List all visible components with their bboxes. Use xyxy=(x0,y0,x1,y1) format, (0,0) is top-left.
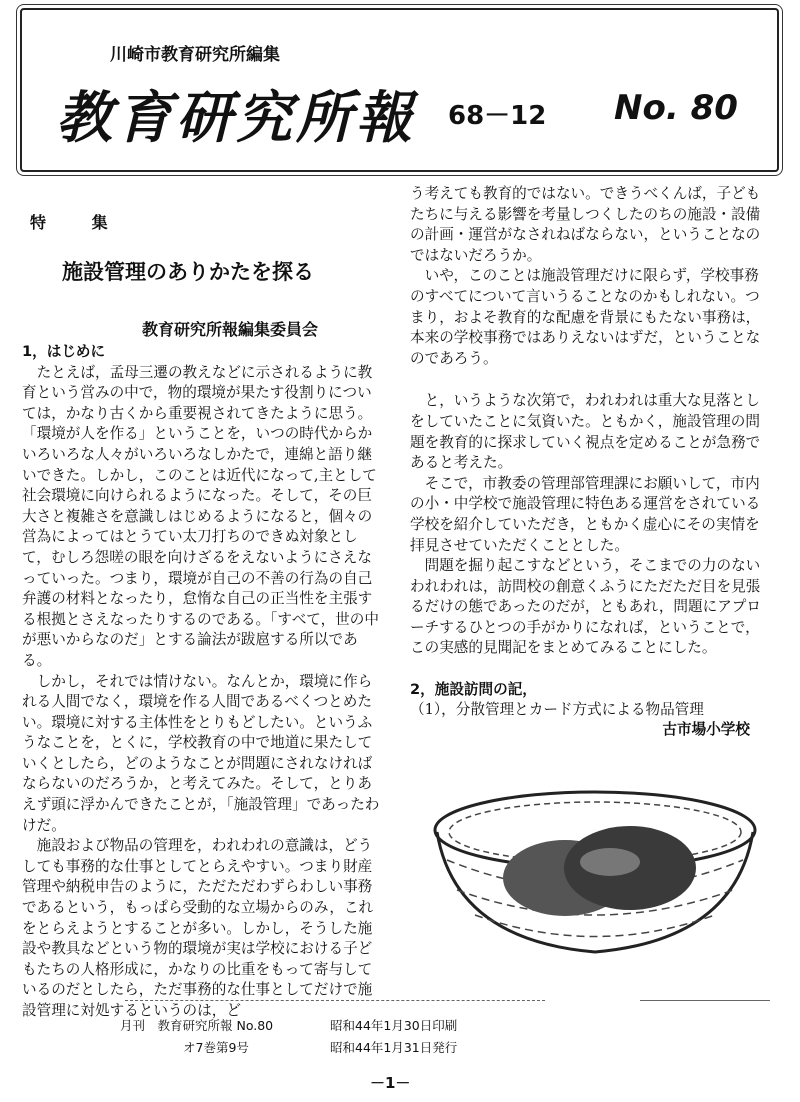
basket-illustration xyxy=(425,770,765,970)
right-paragraph-5: 問題を掘り起こすなどという，そこまでの力のないわれわれは，訪問校の創意くふうにただただ目を見張るだけの態であったのだが，ともあれ，問題にアプローチするひとつの手がかりになれば，ということで，この実感的見聞記をまとめてみることにした。 xyxy=(410,557,761,657)
feature-title: 施設管理のありかたを探る xyxy=(62,260,314,284)
right-paragraph-1: う考えても教育的ではない。できうべくんば，子どもたちに与える影響を考量しつくしたのちの施設・設備の計画・運営がなされねばならない，ということなのではないだろうか。 xyxy=(410,185,761,264)
publication-info xyxy=(120,1015,457,1059)
right-paragraph-2: いや，このことは施設管理だけに限らず，学校事務のすべてについて言いうることなのかもしれない。つまり，およそ教育的な配慮を背景にもたない事務は，本来の学校事務ではありえないはずだ，ということなのであろう。 xyxy=(410,267,761,367)
editor-credit: 川崎市教育研究所編集 xyxy=(110,45,280,65)
right-column-body xyxy=(410,184,772,659)
print-date: 昭和44年1月30日印刷 xyxy=(330,1018,458,1033)
section2-subheading: （1），分散管理とカード方式による物品管理 xyxy=(410,701,704,718)
section1-heading: 1，はじめに xyxy=(22,343,106,360)
newsletter-title: 教育研究所報 xyxy=(56,85,416,151)
right-paragraph-3: と，いうような次第で，われわれは重大な見落としをしていたことに気資いた。ともかく，施設管理の問題を教育的に探求していく視点を定めることが急務であると考えた。 xyxy=(410,392,761,472)
section1-paragraph-2: しかし，それでは情けない。なんとか，環境に作られる人間でなく，環境を作る人間であるべくつとめたい。環境に対する主体性をとりもどしたい。というふうなことを，とくに，学校教育の中で地道に果たしていくとしたら，どのようなことが問題にされなければならないのだろうか，と考えてみた。そして，とりあえず頭に浮かんできたことが，「施設管理」であったわけだ。 xyxy=(22,672,380,834)
publish-date: 昭和44年1月31日発行 xyxy=(330,1040,458,1055)
left-column-body xyxy=(22,342,382,1022)
section2-block xyxy=(410,680,770,740)
volume-number: オ7巻第9号 xyxy=(183,1040,249,1055)
footer-divider-left xyxy=(125,1000,545,1001)
right-paragraph-4: そこで，市教委の管理部管理課にお願いして，市内の小・中学校で施設管理に特色ある運営をされている学校を紹介していただき，ともかく虚心にその実情を拝見させていただくこととした。 xyxy=(410,474,761,554)
section2-heading: 2，施設訪問の記， xyxy=(410,681,537,698)
page-number: －1－ xyxy=(370,1074,411,1092)
school-name: 古市場小学校 xyxy=(662,721,750,738)
kicker-char-2: 集 xyxy=(91,213,108,232)
publication-name: 月刊 教育研究所報 No.80 xyxy=(120,1018,274,1033)
issue-code: 68－12 xyxy=(448,101,547,131)
issue-number: No. 80 xyxy=(614,88,738,128)
kicker-char-1: 特 xyxy=(30,213,47,232)
committee-credit: 教育研究所報編集委員会 xyxy=(142,320,319,339)
footer-divider-right xyxy=(640,1000,770,1001)
special-feature-kicker xyxy=(30,210,148,233)
section1-paragraph-1: たとえば，孟母三遷の教えなどに示されるように教育という営みの中で，物的環境が果たす役割りについては，かなり古くから重要視されてきたように思う。「環境が人を作る」ということを，いつの時代からかいろいろな人々がいろいろなしかたで，連綿と語り継いできた。しかし，このことは近代になって,主として社会環境に向けられるようになった。そして，その巨大さと複雑さを意識しはじめるようになると，個々の営為によってはとうてい太刀打ちのできぬ対象として，むしろ怨嗟の眼を向けざるをえないようにさえなっていった。つまり，環境が自己の不善の行為の自己弁護の材料となったり，怠惰な自己の正当性を主張する根拠とさえなったりするのである。「すべて，世の中が悪いからなのだ」とする論法が跋扈する所以である。 xyxy=(22,363,379,669)
section1-paragraph-3: 施設および物品の管理を，われわれの意識は，どうしても事務的な仕事としてとらえやすい。つまり財産管理や納税申告のように，ただただわずらわしい事務であるという，もっぱら受動的な立場からのみ，これをとらえようとすることが多い。しかし，そうした施設や教具などという物的環境が実は学校における子どもたちの人格形成に，かなりの比重をもって寄与しているのだとしたら，ただ事務的な仕事としてだけで施設管理に対処するというのは，ど xyxy=(22,837,374,1019)
